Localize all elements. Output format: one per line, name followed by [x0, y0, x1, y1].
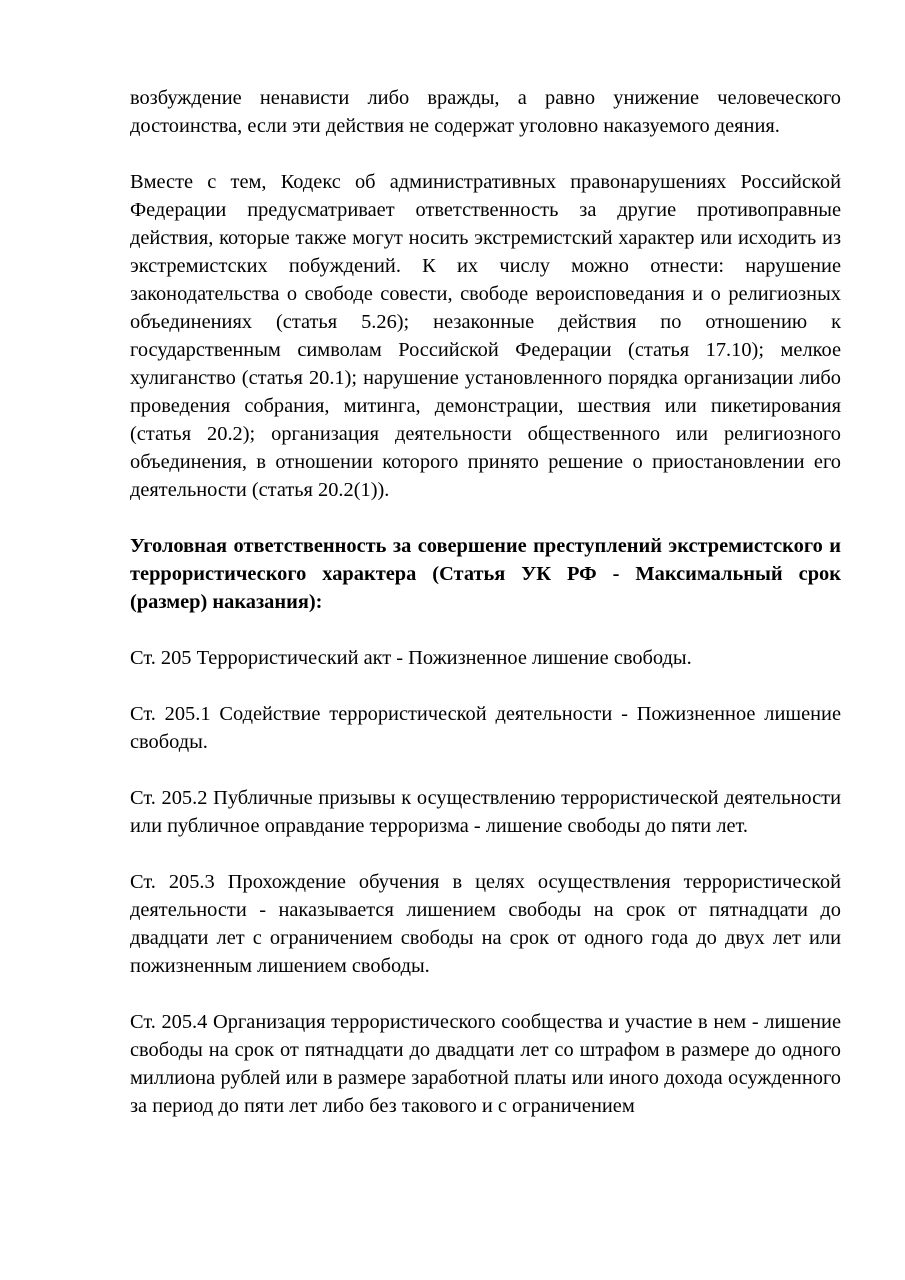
article-205-3: Ст. 205.3 Прохождение обучения в целях осуществления террористической деятельности - наказывается лишением свободы на срок от пятнадцати до двадцати лет с ограничением свободы на срок от одного года до двух лет или пожизненным лишением свободы.	[130, 871, 841, 977]
document-page	[130, 84, 841, 1148]
paragraph-extremism-definition-end: возбуждение ненависти либо вражды, а равно унижение человеческого достоинства, если эти действия не содержат уголовно наказуемого деяния.	[130, 87, 841, 137]
article-205-2: Ст. 205.2 Публичные призывы к осуществлению террористической деятельности или публичное оправдание терроризма - лишение свободы до пяти лет.	[130, 787, 841, 837]
article-205-1: Ст. 205.1 Содействие террористической деятельности - Пожизненное лишение свободы.	[130, 703, 841, 753]
section-heading-criminal-liability: Уголовная ответственность за совершение преступлений экстремистского и террористического характера (Статья УК РФ - Максимальный срок (размер) наказания):	[130, 535, 841, 613]
article-205: Ст. 205 Террористический акт - Пожизненное лишение свободы.	[130, 647, 692, 669]
paragraph-administrative-code: Вместе с тем, Кодекс об административных правонарушениях Российской Федерации предусматривает ответственность за другие противоправные действия, которые также могут носить экстремистский характер или исходить из экстремистских побуждений. К их числу можно отнести: нарушение законодательства о свободе совести, свободе вероисповедания и о религиозных объединениях (статья 5.26); незаконные действия по отношению к государственным символам Российской Федерации (статья 17.10); мелкое хулиганство (статья 20.1); нарушение установленного порядка организации либо проведения собрания, митинга, демонстрации, шествия или пикетирования (статья 20.2); организация деятельности общественного или религиозного объединения, в отношении которого принято решение о приостановлении его деятельности (статья 20.2(1)).	[130, 171, 841, 501]
article-205-4: Ст. 205.4 Организация террористического сообщества и участие в нем - лишение свободы на срок от пятнадцати до двадцати лет со штрафом в размере до одного миллиона рублей или в размере заработной платы или иного дохода осужденного за период до пяти лет либо без такового и с ограничением	[130, 1011, 841, 1117]
